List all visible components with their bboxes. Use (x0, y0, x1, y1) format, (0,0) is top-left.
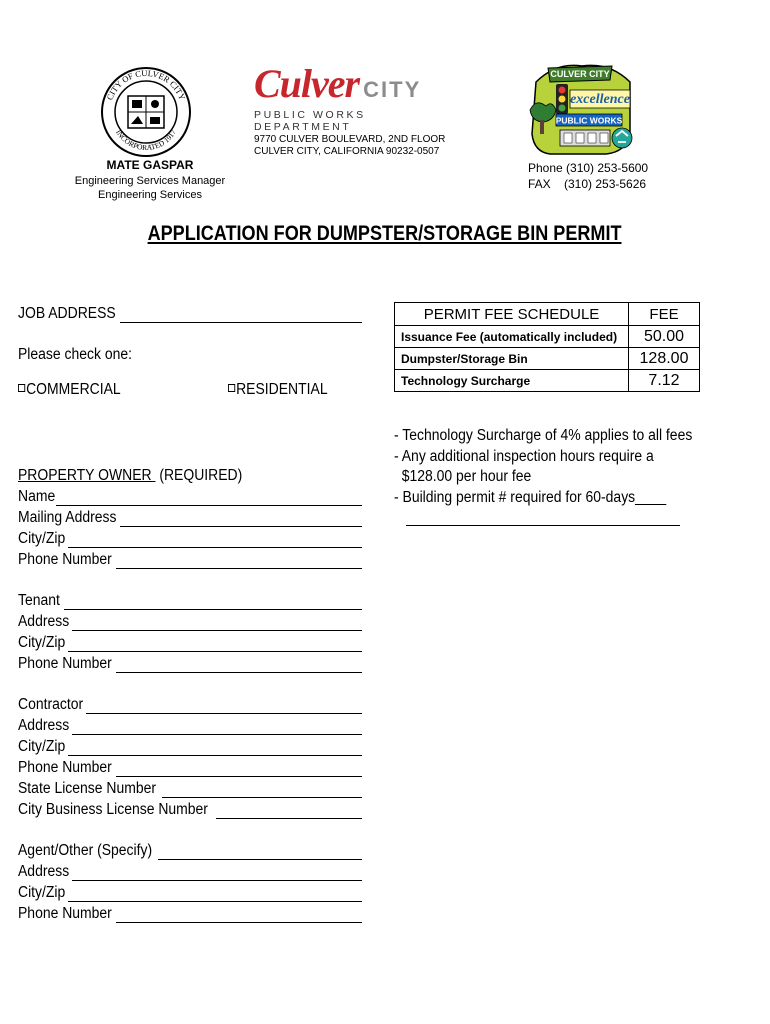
contractor-field[interactable] (86, 713, 362, 714)
fee-notes (394, 426, 692, 508)
state-license-label: State License Number (18, 780, 157, 797)
contractor-address-field[interactable] (72, 734, 362, 735)
tenant-city-zip-label: City/Zip (18, 634, 66, 651)
manager-name: MATE GASPAR (106, 158, 194, 172)
property-owner-heading (18, 467, 242, 485)
table-row (395, 370, 700, 392)
address-line-2: CULVER CITY, CALIFORNIA 90232-0507 (254, 146, 440, 157)
pw-logo-bottom-text: PUBLIC WORKS (555, 115, 623, 126)
contractor-city-zip-label: City/Zip (18, 738, 66, 755)
owner-phone-label: Phone Number (18, 551, 112, 568)
fee-item: Dumpster/Storage Bin (395, 348, 629, 370)
property-owner-label: PROPERTY OWNER (18, 467, 156, 484)
job-address-field[interactable] (120, 322, 362, 323)
pw-logo-top-text: CULVER CITY (550, 69, 610, 79)
tenant-field[interactable] (64, 609, 362, 610)
fax-number: FAX (310) 253-5626 (528, 177, 647, 191)
fee-item: Technology Surcharge (395, 370, 629, 392)
fee-amount: 128.00 (629, 348, 700, 370)
agent-address-field[interactable] (72, 880, 362, 881)
seal-bottom-text: INCORPORATED 1917 (114, 128, 178, 153)
page-title (0, 222, 770, 246)
commercial-label: COMMERCIAL (26, 381, 121, 398)
residential-option[interactable] (228, 381, 328, 399)
fee-amount: 50.00 (629, 326, 700, 348)
pw-logo-mid-text: excellence (570, 92, 630, 107)
table-row (395, 348, 700, 370)
contractor-phone-field[interactable] (116, 776, 362, 777)
owner-name-field[interactable] (56, 505, 362, 506)
contractor-city-zip-field[interactable] (68, 755, 362, 756)
owner-city-zip-label: City/Zip (18, 530, 66, 547)
fee-item: Issuance Fee (automatically included) (395, 326, 629, 348)
building-permit-field[interactable] (406, 525, 680, 526)
residential-checkbox[interactable] (228, 384, 235, 392)
owner-phone-field[interactable] (116, 568, 362, 569)
agent-phone-label: Phone Number (18, 905, 112, 922)
manager-info (50, 174, 250, 202)
required-label: (REQUIRED) (155, 467, 243, 484)
phone-number: Phone (310) 253-5600 (528, 161, 649, 175)
commercial-checkbox[interactable] (18, 384, 25, 392)
owner-mailing-address-label: Mailing Address (18, 509, 117, 526)
brand-word: Culver (254, 61, 360, 106)
contractor-phone-label: Phone Number (18, 759, 112, 776)
tenant-address-label: Address (18, 613, 70, 630)
fee-schedule-header: PERMIT FEE SCHEDULE (395, 303, 629, 326)
agent-phone-field[interactable] (116, 922, 362, 923)
table-row (395, 326, 700, 348)
owner-mailing-address-field[interactable] (120, 526, 362, 527)
contractor-address-label: Address (18, 717, 70, 734)
fee-schedule-table (394, 302, 700, 392)
note-line: - Building permit # required for 60-days____ (394, 488, 667, 506)
fee-table-header-row (395, 303, 700, 326)
agent-label: Agent/Other (Specify) (18, 842, 153, 859)
agent-address-label: Address (18, 863, 70, 880)
seal-top-text: CITY OF CULVER CITY (104, 67, 188, 102)
manager-title: Engineering Services Manager (74, 175, 226, 187)
tenant-city-zip-field[interactable] (68, 651, 362, 652)
note-line: - Any additional inspection hours require a (394, 447, 654, 465)
owner-city-zip-field[interactable] (68, 547, 362, 548)
check-one-label: Please check one: (18, 346, 133, 363)
agent-city-zip-field[interactable] (68, 901, 362, 902)
agent-field[interactable] (158, 859, 362, 860)
city-seal-logo (100, 66, 192, 158)
note-line: - Technology Surcharge of 4% applies to all fees (394, 427, 693, 444)
public-works-logo (526, 60, 638, 156)
city-business-license-label: City Business License Number (18, 801, 208, 818)
contractor-label: Contractor (18, 696, 84, 713)
manager-division: Engineering Services (98, 189, 202, 201)
contact-info (528, 160, 648, 192)
department-name: PUBLIC WORKS DEPARTMENT (254, 109, 366, 133)
department-address (254, 134, 445, 158)
owner-name-label: Name (18, 488, 56, 505)
tenant-address-field[interactable] (72, 630, 362, 631)
residential-label: RESIDENTIAL (236, 381, 328, 398)
page-title-text: APPLICATION FOR DUMPSTER/STORAGE BIN PERMIT (148, 222, 622, 245)
brand-city: CITY (363, 77, 422, 102)
state-license-field[interactable] (162, 797, 362, 798)
agent-city-zip-label: City/Zip (18, 884, 66, 901)
fee-header: FEE (629, 303, 700, 326)
svg-text:INCORPORATED 1917 (114, 128, 178, 152)
tenant-phone-field[interactable] (116, 672, 362, 673)
note-line: $128.00 per hour fee (394, 468, 532, 485)
commercial-option[interactable] (18, 381, 121, 399)
culver-city-brand-logo (254, 60, 436, 133)
address-line-1: 9770 CULVER BOULEVARD, 2ND FLOOR (254, 134, 446, 145)
tenant-label: Tenant (18, 592, 60, 609)
tenant-phone-label: Phone Number (18, 655, 112, 672)
job-address-label: JOB ADDRESS (18, 305, 116, 322)
city-business-license-field[interactable] (216, 818, 362, 819)
fee-amount: 7.12 (629, 370, 700, 392)
